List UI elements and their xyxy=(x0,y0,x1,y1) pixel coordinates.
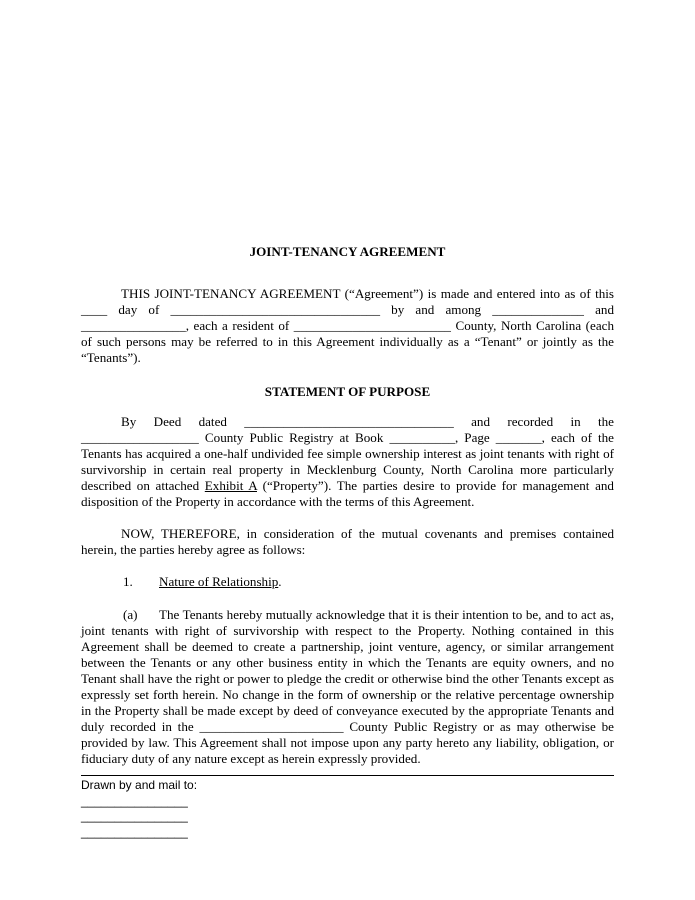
footer-blank-line-2: ________________ xyxy=(81,809,188,823)
section-1a-label: (a) xyxy=(123,606,138,622)
now-therefore-paragraph: NOW, THEREFORE, in consideration of the mutual covenants and premises contained herein, the parties hereby agree as follows: xyxy=(81,526,614,558)
footer-block xyxy=(81,778,381,840)
purpose-text-after: (“Property”). The parties desire to provide for management and disposition of the Property in accordance with the terms of this Agreement. xyxy=(81,478,614,510)
purpose-text-before: By Deed dated ________________________________ and recorded in the __________________ County Public Registry at Book __________, Page _______, each of the Tenants has acquired a one-half undivided fee simple ownership interest as joint tenants with right of survivorship in certain real property in Mecklenburg County, North Carolina more particularly described on attached xyxy=(81,413,614,494)
intro-paragraph: THIS JOINT-TENANCY AGREEMENT (“Agreement”) is made and entered into as of this ____ day of ________________________________ by and among ______________ and ________________, each a resident of ________________________ County, North Carolina (each of such persons may be referred to in this Agreement individually as a “Tenant” or jointly as the “Tenants”). xyxy=(81,286,614,366)
document-title: JOINT-TENANCY AGREEMENT xyxy=(249,244,446,259)
section-1a-text: The Tenants hereby mutually acknowledge that it is their intention to be, and to act as, joint tenants with right of survivorship with respect to the Property. Nothing contained in this Agreement shall be deemed to create a partnership, joint venture, agency, or similar arrangement between the Tenants or any other business entity in which the Tenants are equity owners, and no Tenant shall have the right or power to pledge the credit or otherwise bind the other Tenants except as expressly set forth herein. No change in the form of ownership or the relative percentage ownership in the Property shall be made except by deed of conveyance executed by the appropriate Tenants and duly recorded in the ______________________ County Public Registry or as may otherwise be provided by law. This Agreement shall not impose upon any party hereto any liability, obligation, or fiduciary duty of any nature except as herein expressly provided. xyxy=(81,606,614,767)
section-1-title: Nature of Relationship xyxy=(159,574,279,590)
exhibit-a-reference: Exhibit A xyxy=(204,478,257,494)
statement-of-purpose-heading: STATEMENT OF PURPOSE xyxy=(264,383,431,399)
footer-label: Drawn by and mail to: xyxy=(81,778,198,792)
section-1a-paragraph xyxy=(81,607,614,768)
footer-divider xyxy=(81,775,614,776)
footer-blank-line-1: ________________ xyxy=(81,793,188,808)
section-1-number: 1. xyxy=(123,574,133,590)
section-1-heading xyxy=(81,574,614,590)
section-1-punct: . xyxy=(278,574,282,590)
document-body xyxy=(81,244,614,781)
footer-blank-line-3: ________________ xyxy=(81,824,188,839)
purpose-paragraph xyxy=(81,414,614,511)
